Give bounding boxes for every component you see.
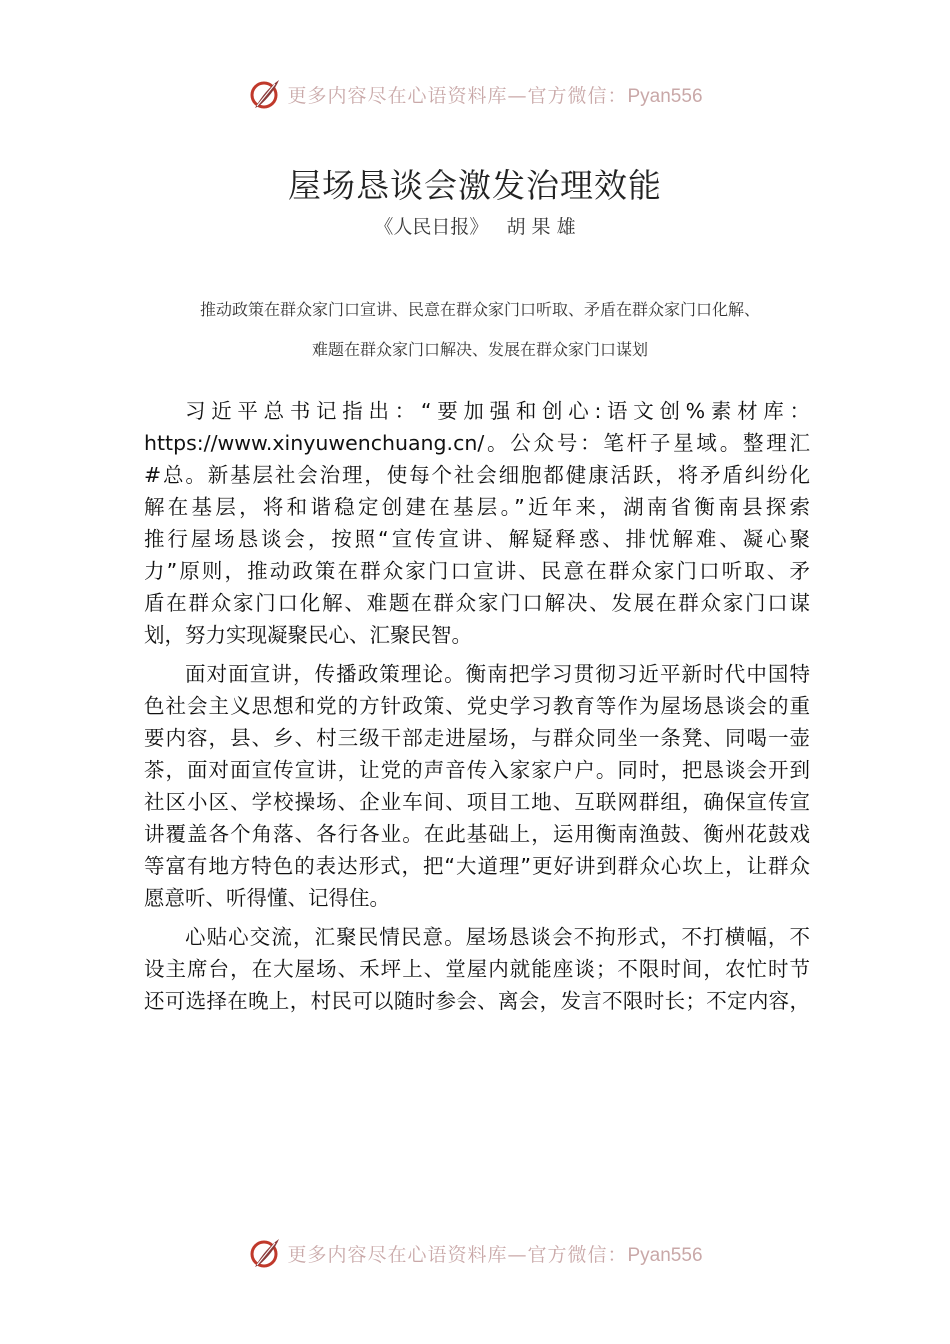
text-line: 等富有地方特色的表达形式，把“大道理”更好讲到群众心坎上，让群众: [144, 854, 810, 878]
body-paragraph: [144, 921, 810, 1017]
text-line: 色社会主义思想和党的方针政策、党史学习教育等作为屋场恳谈会的重: [144, 694, 810, 718]
article-byline: 《人民日报》 胡 果 雄: [374, 216, 576, 238]
text-line: 面对面宣讲，传播政策理论。衡南把学习贯彻习近平新时代中国特: [185, 662, 810, 686]
feather-pen-logo-icon: [247, 1235, 283, 1271]
text-line: 设主席台，在大屋场、禾坪上、堂屋内就能座谈；不限时间，农忙时节: [144, 957, 810, 981]
text-line: 推行屋场恳谈会，按照“宣传宣讲、解疑释惑、排忧解难、凝心聚: [144, 527, 810, 551]
article-body: [144, 395, 810, 1024]
text-line: https://www.xinyuwenchuang.cn/。公众号：笔杆子星域。整理汇: [144, 431, 810, 455]
text-line: 讲覆盖各个角落、各行各业。在此基础上，运用衡南渔鼓、衡州花鼓戏: [144, 822, 810, 846]
text-line: 解在基层，将和谐稳定创建在基层。”近年来，湖南省衡南县探索: [144, 495, 810, 519]
body-paragraph: [144, 395, 810, 651]
text-line: 习近平总书记指出：“要加强和创心:语文创%素材库：: [185, 399, 810, 423]
text-line: 力”原则，推动政策在群众家门口宣讲、民意在群众家门口听取、矛: [144, 559, 810, 583]
article-title: 屋场恳谈会激发治理效能: [288, 166, 662, 205]
text-line: 还可选择在晚上，村民可以随时参会、离会，发言不限时长；不定内容，: [144, 989, 810, 1013]
watermark-text: [287, 1240, 702, 1267]
text-line: 要内容，县、乡、村三级干部走进屋场，与群众同坐一条凳、同喝一壶: [144, 726, 810, 750]
watermark-wechat-id: Pyan556: [627, 1244, 703, 1266]
summary-line: 推动政策在群众家门口宣讲、民意在群众家门口听取、矛盾在群众家门口化解、: [199, 300, 760, 319]
article-summary: [140, 290, 820, 370]
watermark-text: [287, 81, 702, 108]
watermark-slogan: 更多内容尽在心语资料库—官方微信：: [287, 84, 628, 107]
text-line: 茶，面对面宣传宣讲，让党的声音传入家家户户。同时，把恳谈会开到: [144, 758, 810, 782]
text-line: 愿意听、听得懂、记得住。: [144, 886, 390, 910]
watermark-banner-top: [0, 74, 950, 114]
watermark-slogan: 更多内容尽在心语资料库—官方微信：: [287, 1243, 628, 1266]
text-line: 社区小区、学校操场、企业车间、项目工地、互联网群组，确保宣传宣: [144, 790, 810, 814]
watermark-wechat-id: Pyan556: [627, 85, 703, 107]
text-line: 心贴心交流，汇聚民情民意。屋场恳谈会不拘形式，不打横幅，不: [185, 925, 810, 949]
text-line: 划，努力实现凝聚民心、汇聚民智。: [144, 623, 472, 647]
watermark-banner-bottom: [0, 1233, 950, 1273]
body-paragraph: [144, 658, 810, 914]
text-line: #总。新基层社会治理，使每个社会细胞都健康活跃，将矛盾纠纷化: [144, 463, 810, 487]
text-line: 盾在群众家门口化解、难题在群众家门口解决、发展在群众家门口谋: [144, 591, 810, 615]
summary-line: 难题在群众家门口解决、发展在群众家门口谋划: [311, 340, 648, 359]
feather-pen-logo-icon: [247, 76, 283, 112]
